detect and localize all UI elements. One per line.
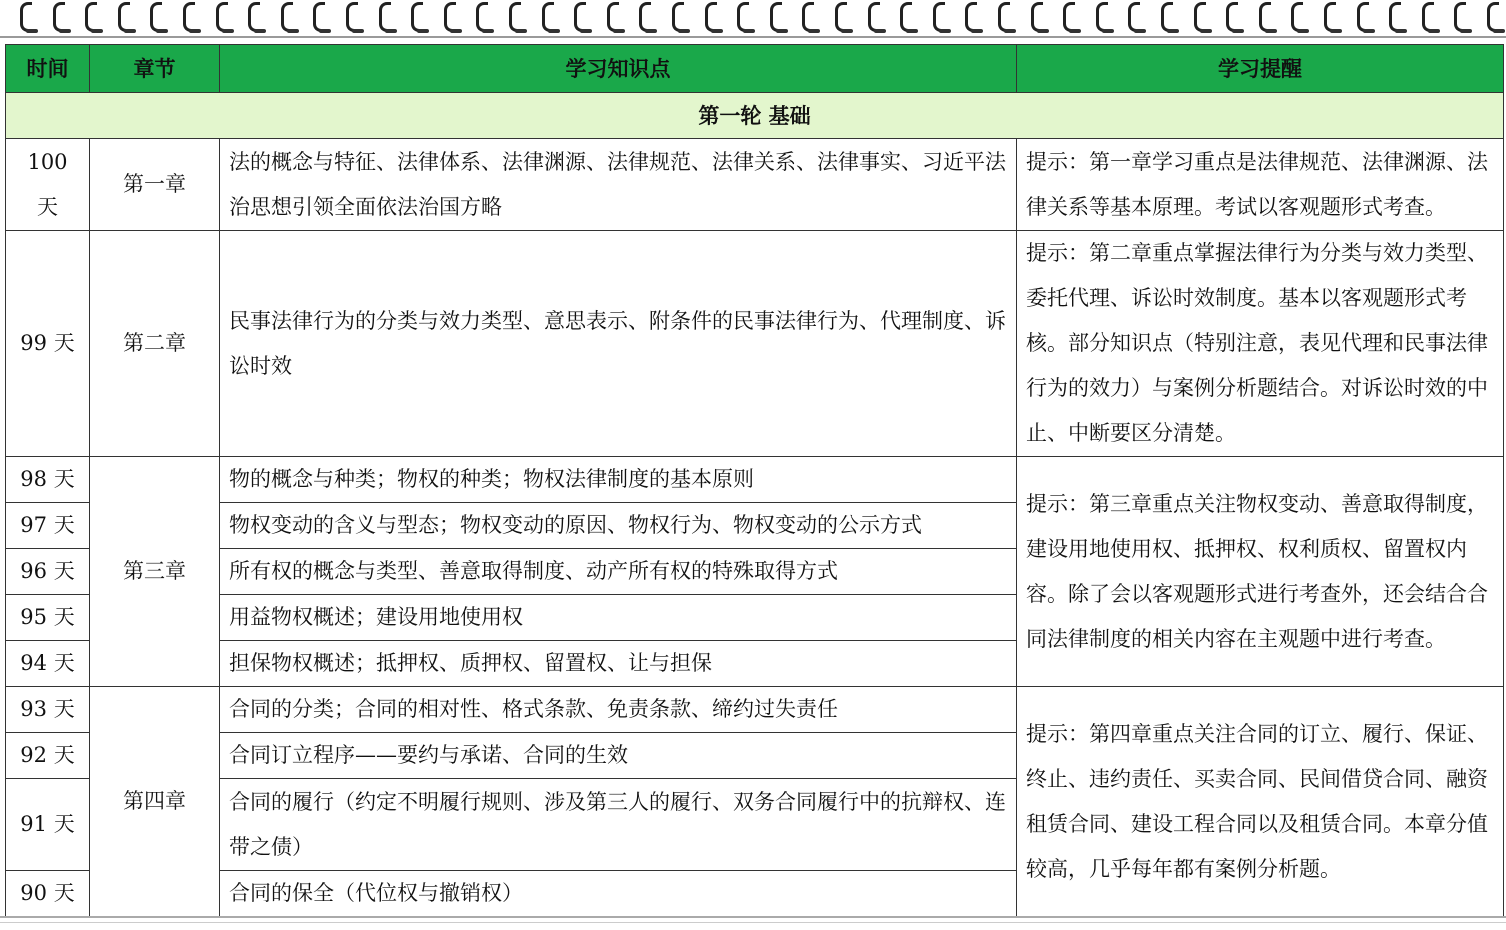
spiral-divider [0,36,1506,38]
spiral-ring [281,2,293,32]
reminder-cell: 提示：第二章重点掌握法律行为分类与效力类型、委托代理、诉讼时效制度。基本以客观题形式考核。部分知识点（特别注意，表见代理和民事法律行为的效力）与案例分析题结合。对诉讼时效的中止、中断要区分清楚。 [1017,231,1504,457]
spiral-ring [1096,2,1108,32]
table-row [6,139,1504,231]
spiral-ring [802,2,814,32]
chapter-cell: 第二章 [90,231,220,457]
spiral-ring [53,2,65,32]
spiral-ring [379,2,391,32]
spiral-ring [835,2,847,32]
time-cell: 94 天 [6,641,90,687]
time-cell: 90 天 [6,871,90,917]
spiral-ring [118,2,130,32]
spiral-ring [574,2,586,32]
spiral-ring [509,2,521,32]
chapter-cell: 第三章 [90,457,220,687]
reminder-cell: 提示：第三章重点关注物权变动、善意取得制度，建设用地使用权、抵押权、权利质权、留置权内容。除了会以客观题形式进行考查外，还会结合合同法律制度的相关内容在主观题中进行考查。 [1017,457,1504,687]
header-reminder: 学习提醒 [1017,45,1504,93]
time-cell: 91 天 [6,779,90,871]
time-cell: 99 天 [6,231,90,457]
spiral-ring [1063,2,1075,32]
spiral-ring [542,2,554,32]
table-row [6,231,1504,457]
time-cell: 92 天 [6,733,90,779]
knowledge-cell: 物的概念与种类；物权的种类；物权法律制度的基本原则 [220,457,1017,503]
spiral-ring [639,2,651,32]
time-cell: 100 天 [6,139,90,231]
study-plan-table [5,44,1504,917]
table-row [6,457,1504,503]
knowledge-cell: 物权变动的含义与型态；物权变动的原因、物权行为、物权变动的公示方式 [220,503,1017,549]
spiral-ring [965,2,977,32]
spiral-ring [933,2,945,32]
spiral-ring [1259,2,1271,32]
time-cell: 95 天 [6,595,90,641]
knowledge-cell: 所有权的概念与类型、善意取得制度、动产所有权的特殊取得方式 [220,549,1017,595]
spiral-ring [444,2,456,32]
knowledge-cell: 民事法律行为的分类与效力类型、意思表示、附条件的民事法律行为、代理制度、诉讼时效 [220,231,1017,457]
header-chapter: 章节 [90,45,220,93]
spiral-ring [868,2,880,32]
spiral-ring [248,2,260,32]
spiral-ring [1389,2,1401,32]
knowledge-cell: 合同订立程序——要约与承诺、合同的生效 [220,733,1017,779]
reminder-cell: 提示：第四章重点关注合同的订立、履行、保证、终止、违约责任、买卖合同、民间借贷合同、融资租赁合同、建设工程合同以及租赁合同。本章分值较高，几乎每年都有案例分析题。 [1017,687,1504,917]
time-cell: 97 天 [6,503,90,549]
round-title: 第一轮 基础 [6,93,1504,139]
page-edge-line [0,916,1506,918]
spiral-ring [1226,2,1238,32]
spiral-ring [1324,2,1336,32]
spiral-ring [1487,2,1499,32]
spiral-ring [216,2,228,32]
spiral-ring [1161,2,1173,32]
spiral-ring [1031,2,1043,32]
spiral-ring [411,2,423,32]
spiral-ring [20,2,32,32]
time-cell: 98 天 [6,457,90,503]
spiral-ring [1128,2,1140,32]
knowledge-cell: 担保物权概述；抵押权、质押权、留置权、让与担保 [220,641,1017,687]
spiral-ring [1454,2,1466,32]
spiral-ring [737,2,749,32]
time-cell: 93 天 [6,687,90,733]
spiral-ring [1422,2,1434,32]
spiral-ring [346,2,358,32]
spiral-ring [476,2,488,32]
knowledge-cell: 合同的保全（代位权与撤销权） [220,871,1017,917]
spiral-ring [998,2,1010,32]
spiral-ring [607,2,619,32]
spiral-ring [1194,2,1206,32]
spiral-ring [770,2,782,32]
knowledge-cell: 法的概念与特征、法律体系、法律渊源、法律规范、法律关系、法律事实、习近平法治思想引领全面依法治国方略 [220,139,1017,231]
reminder-cell: 提示：第一章学习重点是法律规范、法律渊源、法律关系等基本原理。考试以客观题形式考查。 [1017,139,1504,231]
table-row [6,687,1504,733]
time-cell: 96 天 [6,549,90,595]
chapter-cell: 第四章 [90,687,220,917]
spiral-ring [1291,2,1303,32]
spiral-ring [313,2,325,32]
header-row [6,45,1504,93]
round-row [6,93,1504,139]
header-knowledge: 学习知识点 [220,45,1017,93]
spiral-ring [672,2,684,32]
spiral-ring [705,2,717,32]
spiral-ring [150,2,162,32]
chapter-cell: 第一章 [90,139,220,231]
header-time: 时间 [6,45,90,93]
spiral-ring [1357,2,1369,32]
knowledge-cell: 合同的分类；合同的相对性、格式条款、免责条款、缔约过失责任 [220,687,1017,733]
page-edge-line [0,922,1506,923]
knowledge-cell: 用益物权概述；建设用地使用权 [220,595,1017,641]
knowledge-cell: 合同的履行（约定不明履行规则、涉及第三人的履行、双务合同履行中的抗辩权、连带之债） [220,779,1017,871]
spiral-ring [85,2,97,32]
spiral-ring [183,2,195,32]
spiral-ring [900,2,912,32]
